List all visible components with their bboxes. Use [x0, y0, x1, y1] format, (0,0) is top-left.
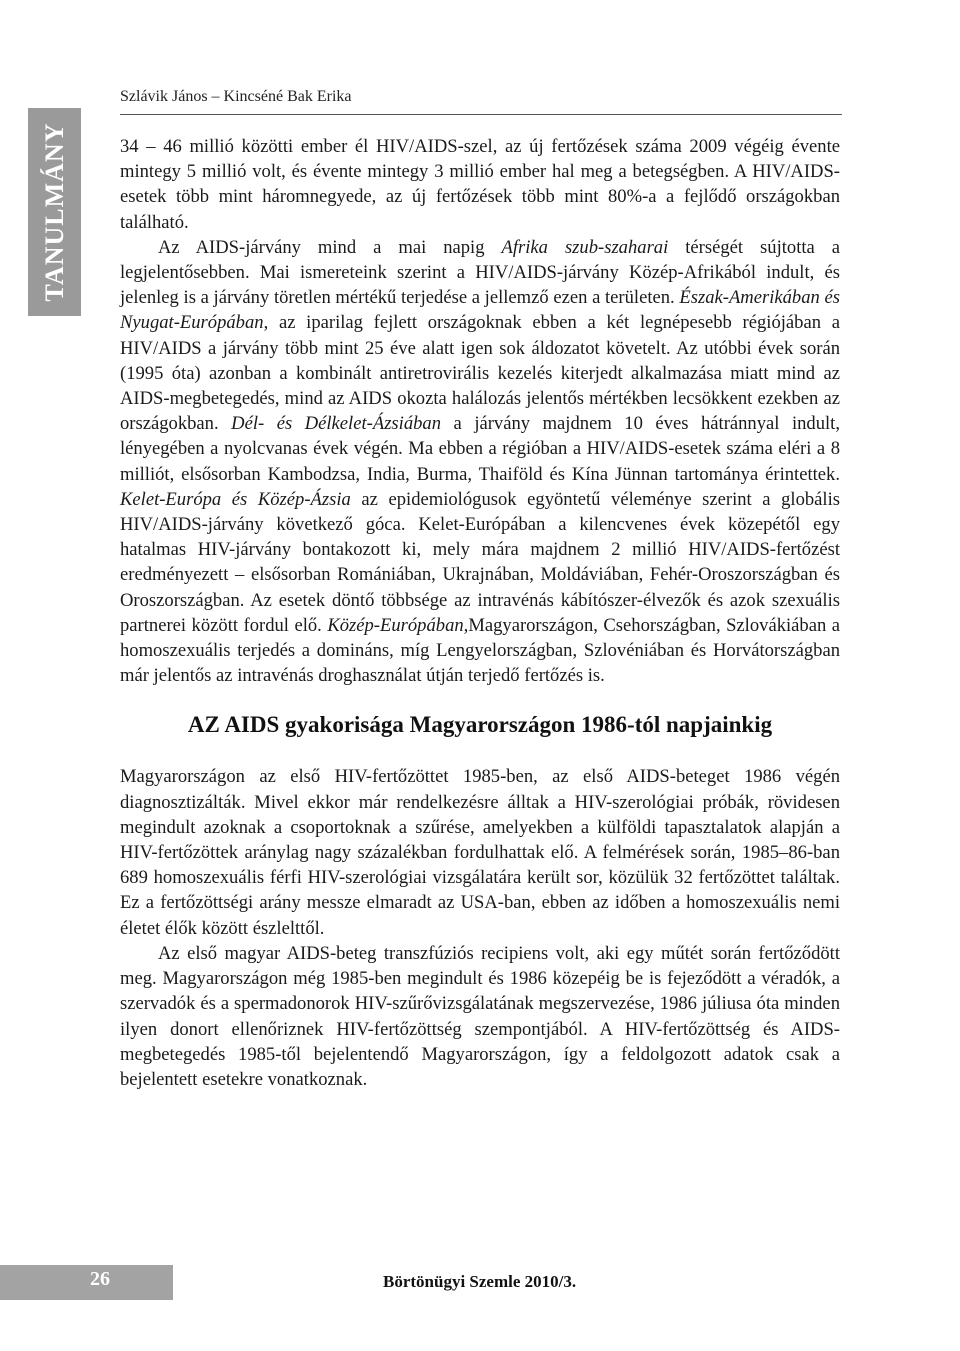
footer-bar [0, 1265, 173, 1300]
paragraph-2 [120, 235, 840, 689]
paragraph-2-text-d: a járvány majdnem 10 éves hátránnyal indult, lényegében a nyolcvanas évek végén. Ma ebben a régióban a HIV/AIDS-esetek száma eléri a 8 milliót, elsősorban Kambodzsa, India, Burma, Thaiföld és Kína Jünnan tartománya érintettek. [120, 413, 840, 485]
paragraph-2-text-a: Az AIDS-járvány mind a mai napig [158, 236, 502, 258]
running-head-authors: Szlávik János – Kincséné Bak Erika [120, 88, 842, 115]
region-subsaharan-africa: Afrika szub-szaharai [501, 236, 669, 258]
paragraph-2-text-f: Magyarországon, Csehországban, Szlovákiában a homoszexuális terjedés a domináns, míg Lengyelországban, Szlovéniában és Horvátországban már jelentős az intravénás droghasználat útján terjedő fertőzés is. [120, 614, 840, 687]
paragraph-4: Az első magyar AIDS-beteg transzfúziós recipiens volt, aki egy műtét során fertőződött meg. Magyarországon még 1985-ben megindult és 1986 közepéig be is fejeződött a véradók, a szervadók és a spermadonorok HIV-szűrővizsgálatának megszervezése, 1986 júliusa óta minden ilyen donort ellenőriznek HIV-fertőzöttség szempontjából. A HIV-fertőzöttség és AIDS-megbetegedés 1985-től bejelentendő Magyarországon, így a feldolgozott adatok csak a bejelentett esetekre vonatkoznak. [120, 942, 840, 1090]
region-central-europe: Közép-Európában, [327, 614, 469, 636]
journal-name: Börtönügyi Szemle 2010/3. [383, 1272, 577, 1291]
region-eastern-europe-central-asia: Kelet-Európa és Közép-Ázsia [120, 488, 351, 510]
region-north-america-western-europe: Észak-Amerikában és Nyugat-Európában [120, 287, 840, 334]
paragraph-2-text-c: , az iparilag fejlett országoknak ebben a két legnépesebb régiójában a HIV/AIDS a járvány több mint 25 éve alatt igen sok áldozatot követelt. Az utóbbi évek során (1995 óta) azonban a kombinált antiretrovirális kezelés kiterjedt alkalmazása miatt mind az AIDS-megbetegedés, mind az AIDS okozta halálozás jelentős mértékben lecsökkent ezekben az országokban. [120, 312, 840, 435]
page-number: 26 [90, 1268, 110, 1290]
section-tab-label: TANULMÁNY [39, 122, 69, 302]
paragraph-3: Magyarországon az első HIV-fertőzöttet 1985-ben, az első AIDS-beteget 1986 végén diagnosztizálták. Mivel ekkor már rendelkezésre álltak a HIV-szerológiai próbák, rövidesen megindult azoknak a csoportoknak a szűrése, amelyekben a külföldi tapasztalatok alapján a HIV-fertőzöttek aránylag nagy százalékban fordulhattak elő. A felmérések során, 1985–86-ban 689 homoszexuális férfi HIV-szerológiai vizsgálatára került sor, közülük 32 fertőzöttet találtak. Ez a fertőzöttségi arány messze elmaradt az USA-ban, ebben az időben a homoszexuális nemi életet élők között észlelttől. [120, 766, 840, 939]
region-south-southeast-asia: Dél- és Délkelet-Ázsiában [231, 413, 442, 435]
article-body [120, 134, 840, 1092]
paragraph-2-text-e: az epidemiológusok egyöntetű véleménye szerint a globális HIV/AIDS-járvány következő góca. Kelet-Európában a kilencvenes évek közepétől egy hatalmas HIV-járvány bontakozott ki, mely mára majdnem 2 millió HIV/AIDS-fertőzést eredményezett – elsősorban Romániában, Ukrajnában, Moldáviában, Fehér-Oroszországban és Oroszországban. Az esetek döntő többsége az intravénás kábítószer-élvezők és azok szexuális partnerei között fordul elő. [120, 488, 840, 636]
section-heading: AZ AIDS gyakorisága Magyarországon 1986-tól napjainkig [187, 712, 773, 738]
paragraph-1: 34 – 46 millió közötti ember él HIV/AIDS-szel, az új fertőzések száma 2009 végéig évente mintegy 5 millió volt, és évente mintegy 3 millió ember hal meg a betegségben. A HIV/AIDS-esetek több mint háromnegyede, az új fertőzések több mint 80%-a a fejlődő országokban található. [120, 136, 840, 233]
section-tab [28, 108, 81, 316]
paragraph-2-text-b: térségét sújtotta a legjelentősebben. Mai ismereteink szerint a HIV/AIDS-járvány Közép-Afrikából indult, és jelenleg is a járvány töretlen mértékű terjedése a jellemző ezen a területen. [120, 236, 841, 309]
